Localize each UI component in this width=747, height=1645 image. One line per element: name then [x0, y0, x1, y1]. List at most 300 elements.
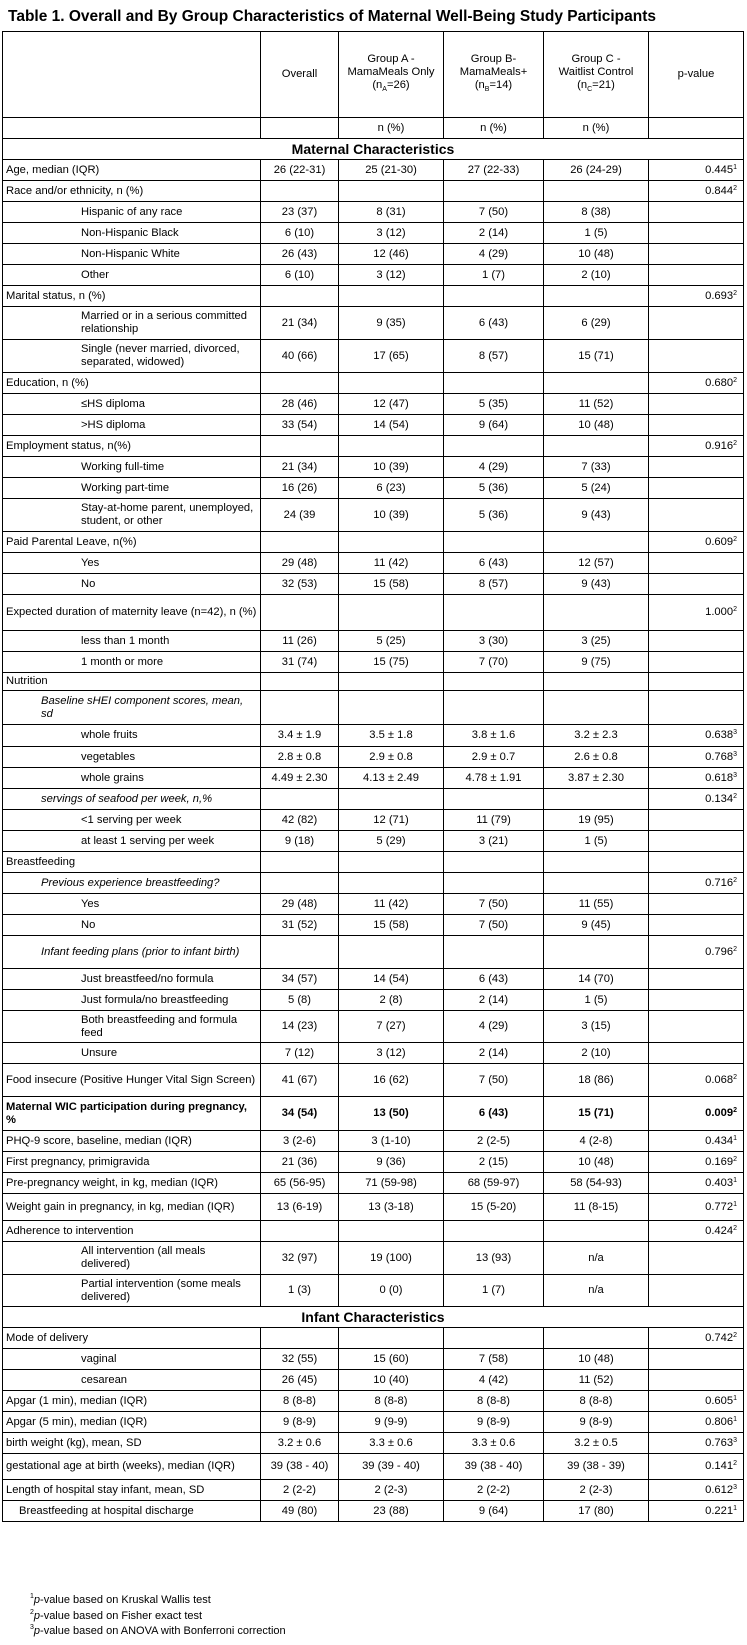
cell-group-c: 11 (52) — [544, 1370, 649, 1391]
table-row — [3, 1242, 744, 1275]
cell-group-c: 26 (24-29) — [544, 160, 649, 181]
cell-overall — [261, 181, 339, 202]
cell-group-a: 16 (62) — [339, 1064, 444, 1097]
cell-group-b: 2 (2-2) — [444, 1480, 544, 1501]
pvalue-text: 0.693 — [705, 289, 734, 302]
pvalue-text: 0.763 — [705, 1436, 734, 1449]
cell-group-c: 5 (24) — [544, 478, 649, 499]
cell-group-a: 10 (39) — [339, 499, 444, 532]
header-group-a-line2: MamaMeals Only — [347, 65, 435, 78]
cell-group-a: 0 (0) — [339, 1275, 444, 1307]
header-group-a-count: =26) — [386, 78, 410, 91]
cell-pvalue — [649, 1349, 744, 1370]
cell-group-b: 7 (50) — [444, 894, 544, 915]
cell-overall: 21 (34) — [261, 457, 339, 478]
cell-group-b — [444, 691, 544, 725]
row-label: Expected duration of maternity leave (n=42), n (%) — [3, 595, 261, 631]
cell-group-c: 18 (86) — [544, 1064, 649, 1097]
cell-pvalue — [649, 1391, 744, 1412]
cell-group-b: 15 (5-20) — [444, 1194, 544, 1221]
cell-group-c: 12 (57) — [544, 553, 649, 574]
pvalue-footnote-marker: 2 — [733, 535, 737, 543]
cell-pvalue — [649, 478, 744, 499]
pvalue-text: 0.424 — [705, 1224, 734, 1237]
cell-group-c: 3.2 ± 0.5 — [544, 1433, 649, 1454]
row-label: PHQ-9 score, baseline, median (IQR) — [3, 1131, 261, 1152]
cell-pvalue — [649, 1064, 744, 1097]
cell-pvalue — [649, 831, 744, 852]
row-label: Just breastfeed/no formula — [3, 969, 261, 990]
cell-overall — [261, 595, 339, 631]
pvalue-footnote-marker: 2 — [733, 439, 737, 447]
pvalue-text: 0.609 — [705, 535, 734, 548]
cell-group-c: 3.87 ± 2.30 — [544, 768, 649, 789]
row-label: Working full-time — [3, 457, 261, 478]
row-label: First pregnancy, primigravida — [3, 1152, 261, 1173]
cell-pvalue — [649, 990, 744, 1011]
cell-pvalue — [649, 244, 744, 265]
table-row — [3, 223, 744, 244]
cell-pvalue — [649, 852, 744, 873]
table-row — [3, 1097, 744, 1131]
cell-group-a: 14 (54) — [339, 415, 444, 436]
table-row — [3, 915, 744, 936]
row-label: birth weight (kg), mean, SD — [3, 1433, 261, 1454]
cell-group-a — [339, 852, 444, 873]
header-group-c-line3 — [547, 79, 645, 96]
cell-group-c — [544, 852, 649, 873]
pvalue-text: 0.605 — [705, 1394, 734, 1407]
cell-group-c — [544, 1328, 649, 1349]
table-row — [3, 631, 744, 652]
cell-group-c: 1 (5) — [544, 990, 649, 1011]
cell-group-c: 1 (5) — [544, 831, 649, 852]
cell-overall: 31 (74) — [261, 652, 339, 673]
cell-overall: 9 (8-9) — [261, 1412, 339, 1433]
cell-group-a: 7 (27) — [339, 1011, 444, 1043]
footnote-line — [30, 1609, 286, 1625]
pvalue-text: 0.134 — [705, 792, 734, 805]
cell-group-c — [544, 673, 649, 691]
row-label: Apgar (5 min), median (IQR) — [3, 1412, 261, 1433]
cell-overall: 7 (12) — [261, 1043, 339, 1064]
row-label: Both breastfeeding and formula feed — [3, 1011, 261, 1043]
cell-overall — [261, 1328, 339, 1349]
cell-group-b — [444, 595, 544, 631]
pvalue-text: 0.009 — [705, 1107, 734, 1119]
pvalue-text: 0.916 — [705, 439, 734, 452]
cell-overall: 42 (82) — [261, 810, 339, 831]
cell-group-a: 10 (40) — [339, 1370, 444, 1391]
cell-overall — [261, 373, 339, 394]
section-header-row — [3, 139, 744, 160]
cell-group-b — [444, 181, 544, 202]
pvalue-text: 0.068 — [705, 1073, 734, 1086]
row-label: Partial intervention (some meals delivered) — [3, 1275, 261, 1307]
cell-group-c — [544, 286, 649, 307]
cell-pvalue — [649, 1328, 744, 1349]
table-row — [3, 307, 744, 340]
cell-group-a: 15 (60) — [339, 1349, 444, 1370]
cell-group-b: 8 (8-8) — [444, 1391, 544, 1412]
cell-group-b: 5 (35) — [444, 394, 544, 415]
table-row — [3, 478, 744, 499]
cell-group-c: 2 (10) — [544, 1043, 649, 1064]
header-group-b-line3 — [447, 79, 540, 96]
row-label: Other — [3, 265, 261, 286]
cell-group-a: 3 (1-10) — [339, 1131, 444, 1152]
row-label: 1 month or more — [3, 652, 261, 673]
pvalue-text: 0.221 — [705, 1504, 734, 1517]
units-blank — [3, 118, 261, 139]
cell-group-b: 9 (64) — [444, 1501, 544, 1522]
row-label: at least 1 serving per week — [3, 831, 261, 852]
table-row — [3, 969, 744, 990]
cell-group-a: 15 (75) — [339, 652, 444, 673]
cell-overall — [261, 1221, 339, 1242]
table-row — [3, 244, 744, 265]
table-row — [3, 1370, 744, 1391]
cell-group-a — [339, 181, 444, 202]
cell-overall: 23 (37) — [261, 202, 339, 223]
cell-group-c: 15 (71) — [544, 340, 649, 373]
cell-overall: 24 (39 — [261, 499, 339, 532]
units-group-a: n (%) — [339, 118, 444, 139]
cell-group-c — [544, 936, 649, 969]
pvalue-text: 0.169 — [705, 1155, 734, 1168]
table-row — [3, 1480, 744, 1501]
row-label: Unsure — [3, 1043, 261, 1064]
pvalue-text: 0.742 — [705, 1331, 734, 1344]
table-row — [3, 436, 744, 457]
pvalue-footnote-marker: 2 — [733, 184, 737, 192]
cell-group-c — [544, 789, 649, 810]
header-group-c-n: (n — [577, 78, 588, 91]
cell-overall: 21 (34) — [261, 307, 339, 340]
row-label: whole grains — [3, 768, 261, 789]
cell-overall: 13 (6-19) — [261, 1194, 339, 1221]
pvalue-text: 0.612 — [705, 1483, 734, 1496]
cell-group-c: 9 (43) — [544, 499, 649, 532]
cell-group-a: 2 (2-3) — [339, 1480, 444, 1501]
cell-group-a: 19 (100) — [339, 1242, 444, 1275]
cell-group-a: 9 (9-9) — [339, 1412, 444, 1433]
cell-group-c: 6 (29) — [544, 307, 649, 340]
footnote-text: p-value based on Kruskal Wallis test — [33, 1594, 211, 1606]
cell-overall — [261, 532, 339, 553]
table-row — [3, 340, 744, 373]
footnote-marker: 1 — [30, 1593, 34, 1600]
row-label: Non-Hispanic Black — [3, 223, 261, 244]
cell-group-b: 6 (43) — [444, 1097, 544, 1131]
cell-pvalue — [649, 286, 744, 307]
cell-overall: 3.2 ± 0.6 — [261, 1433, 339, 1454]
cell-pvalue — [649, 1501, 744, 1522]
table-row — [3, 1173, 744, 1194]
cell-group-c — [544, 373, 649, 394]
table-row — [3, 1349, 744, 1370]
cell-group-c: 15 (71) — [544, 1097, 649, 1131]
row-label: Maternal WIC participation during pregnancy, % — [3, 1097, 261, 1131]
cell-pvalue — [649, 747, 744, 768]
header-overall: Overall — [261, 32, 339, 118]
header-group-b-n: (n — [474, 78, 485, 91]
cell-group-c: 14 (70) — [544, 969, 649, 990]
cell-group-b: 13 (93) — [444, 1242, 544, 1275]
cell-group-a: 9 (36) — [339, 1152, 444, 1173]
cell-group-b: 1 (7) — [444, 1275, 544, 1307]
pvalue-footnote-marker: 1 — [733, 1176, 737, 1184]
cell-pvalue — [649, 969, 744, 990]
cell-overall: 3.4 ± 1.9 — [261, 725, 339, 747]
cell-pvalue — [649, 1221, 744, 1242]
pvalue-text: 0.768 — [705, 750, 734, 763]
cell-group-b: 7 (70) — [444, 652, 544, 673]
cell-group-a: 3.5 ± 1.8 — [339, 725, 444, 747]
cell-group-a — [339, 873, 444, 894]
header-group-b-sub: B — [484, 86, 490, 94]
cell-group-c — [544, 532, 649, 553]
table-row — [3, 595, 744, 631]
cell-group-a — [339, 936, 444, 969]
pvalue-footnote-marker: 2 — [733, 376, 737, 384]
table-title: Table 1. Overall and By Group Characteristics of Maternal Well-Being Study Participants — [8, 8, 657, 25]
cell-pvalue — [649, 499, 744, 532]
table-row — [3, 1391, 744, 1412]
row-label: Yes — [3, 553, 261, 574]
table-row — [3, 652, 744, 673]
cell-group-b — [444, 373, 544, 394]
cell-overall: 21 (36) — [261, 1152, 339, 1173]
cell-group-a: 8 (8-8) — [339, 1391, 444, 1412]
row-label: less than 1 month — [3, 631, 261, 652]
cell-overall: 29 (48) — [261, 553, 339, 574]
cell-group-c — [544, 873, 649, 894]
cell-overall: 9 (18) — [261, 831, 339, 852]
table-row — [3, 1275, 744, 1307]
cell-group-c: 58 (54-93) — [544, 1173, 649, 1194]
cell-group-b: 27 (22-33) — [444, 160, 544, 181]
cell-group-a: 39 (39 - 40) — [339, 1454, 444, 1480]
pvalue-text: 0.806 — [705, 1415, 734, 1428]
table-row — [3, 936, 744, 969]
header-group-b-line2: MamaMeals+ — [459, 65, 528, 78]
pvalue-footnote-marker: 2 — [733, 1331, 737, 1339]
cell-pvalue — [649, 810, 744, 831]
footnotes — [30, 1593, 286, 1640]
cell-pvalue — [649, 1275, 744, 1307]
cell-overall: 26 (43) — [261, 244, 339, 265]
units-row — [3, 118, 744, 139]
row-label: vegetables — [3, 747, 261, 768]
table-row — [3, 725, 744, 747]
cell-overall: 2 (2-2) — [261, 1480, 339, 1501]
cell-group-c: 9 (43) — [544, 574, 649, 595]
cell-pvalue — [649, 1173, 744, 1194]
cell-overall: 31 (52) — [261, 915, 339, 936]
cell-group-a — [339, 673, 444, 691]
header-group-c-sub: C — [587, 86, 593, 94]
cell-overall: 49 (80) — [261, 1501, 339, 1522]
row-label: Pre-pregnancy weight, in kg, median (IQR) — [3, 1173, 261, 1194]
row-label: <1 serving per week — [3, 810, 261, 831]
row-label: gestational age at birth (weeks), median (IQR) — [3, 1454, 261, 1480]
cell-group-b: 5 (36) — [444, 499, 544, 532]
cell-group-b: 6 (43) — [444, 307, 544, 340]
cell-group-a: 12 (71) — [339, 810, 444, 831]
pvalue-footnote-marker: 3 — [733, 750, 737, 758]
cell-group-c — [544, 1221, 649, 1242]
cell-pvalue — [649, 265, 744, 286]
cell-group-a: 6 (23) — [339, 478, 444, 499]
cell-pvalue — [649, 436, 744, 457]
cell-group-c: 3.2 ± 2.3 — [544, 725, 649, 747]
table-row — [3, 894, 744, 915]
header-group-c-line2: Waitlist Control — [558, 65, 634, 78]
cell-group-b: 2 (14) — [444, 223, 544, 244]
pvalue-text: 0.141 — [705, 1460, 734, 1472]
cell-group-a: 25 (21-30) — [339, 160, 444, 181]
cell-pvalue — [649, 789, 744, 810]
table-row — [3, 574, 744, 595]
section-title: Infant Characteristics — [3, 1307, 744, 1328]
row-label: Apgar (1 min), median (IQR) — [3, 1391, 261, 1412]
table-row — [3, 373, 744, 394]
pvalue-footnote-marker: 2 — [733, 1460, 737, 1467]
cell-pvalue — [649, 160, 744, 181]
table-row — [3, 1501, 744, 1522]
cell-pvalue — [649, 373, 744, 394]
header-group-c-line1: Group C - — [571, 52, 621, 65]
pvalue-footnote-marker: 2 — [733, 792, 737, 800]
header-group-c — [544, 32, 649, 118]
cell-group-c: 8 (38) — [544, 202, 649, 223]
table-row — [3, 1194, 744, 1221]
cell-group-c: 9 (45) — [544, 915, 649, 936]
row-label: Race and/or ethnicity, n (%) — [3, 181, 261, 202]
cell-overall: 26 (22-31) — [261, 160, 339, 181]
header-group-b-count: =14) — [489, 78, 513, 91]
cell-pvalue — [649, 307, 744, 340]
cell-group-a: 71 (59-98) — [339, 1173, 444, 1194]
pvalue-footnote-marker: 2 — [733, 606, 737, 613]
cell-group-a: 2.9 ± 0.8 — [339, 747, 444, 768]
row-label: Length of hospital stay infant, mean, SD — [3, 1480, 261, 1501]
cell-group-b: 3.8 ± 1.6 — [444, 725, 544, 747]
cell-overall: 5 (8) — [261, 990, 339, 1011]
row-label: Non-Hispanic White — [3, 244, 261, 265]
row-label: Education, n (%) — [3, 373, 261, 394]
cell-group-a: 5 (25) — [339, 631, 444, 652]
cell-group-c — [544, 436, 649, 457]
cell-group-c: 1 (5) — [544, 223, 649, 244]
header-group-c-count: =21) — [592, 78, 615, 91]
header-group-a — [339, 32, 444, 118]
cell-group-c: 9 (8-9) — [544, 1412, 649, 1433]
footnote-text: p-value based on ANOVA with Bonferroni correction — [33, 1625, 286, 1637]
table-row — [3, 1221, 744, 1242]
characteristics-table — [2, 31, 744, 1522]
header-group-a-line1: Group A - — [367, 52, 415, 65]
cell-group-c: 10 (48) — [544, 415, 649, 436]
cell-overall: 33 (54) — [261, 415, 339, 436]
cell-group-b — [444, 436, 544, 457]
table-row — [3, 831, 744, 852]
cell-group-b: 8 (57) — [444, 574, 544, 595]
cell-group-a — [339, 595, 444, 631]
cell-group-b: 3 (30) — [444, 631, 544, 652]
cell-group-a: 3.3 ± 0.6 — [339, 1433, 444, 1454]
table-row — [3, 789, 744, 810]
cell-pvalue — [649, 1454, 744, 1480]
header-group-a-line3 — [342, 79, 440, 96]
row-label: Adherence to intervention — [3, 1221, 261, 1242]
table-row — [3, 499, 744, 532]
row-label: Single (never married, divorced, separated, widowed) — [3, 340, 261, 373]
footnote-line — [30, 1593, 286, 1609]
pvalue-footnote-marker: 2 — [733, 1155, 737, 1163]
row-label: All intervention (all meals delivered) — [3, 1242, 261, 1275]
cell-group-a: 15 (58) — [339, 574, 444, 595]
cell-group-b: 39 (38 - 40) — [444, 1454, 544, 1480]
cell-overall: 16 (26) — [261, 478, 339, 499]
cell-overall: 8 (8-8) — [261, 1391, 339, 1412]
cell-group-a: 3 (12) — [339, 223, 444, 244]
cell-group-a: 12 (47) — [339, 394, 444, 415]
table-row — [3, 990, 744, 1011]
cell-group-b — [444, 1221, 544, 1242]
cell-group-b: 2 (2-5) — [444, 1131, 544, 1152]
cell-pvalue — [649, 553, 744, 574]
cell-group-b — [444, 852, 544, 873]
cell-group-c: n/a — [544, 1275, 649, 1307]
table-row — [3, 181, 744, 202]
cell-overall: 26 (45) — [261, 1370, 339, 1391]
cell-group-b: 4 (42) — [444, 1370, 544, 1391]
table-row — [3, 1152, 744, 1173]
cell-pvalue — [649, 181, 744, 202]
table-row — [3, 394, 744, 415]
cell-overall: 3 (2-6) — [261, 1131, 339, 1152]
table-row — [3, 1433, 744, 1454]
cell-group-c: 2 (10) — [544, 265, 649, 286]
pvalue-footnote-marker: 2 — [733, 1107, 737, 1114]
cell-group-b — [444, 1328, 544, 1349]
cell-pvalue — [649, 1194, 744, 1221]
cell-group-a — [339, 532, 444, 553]
cell-pvalue — [649, 532, 744, 553]
table-row — [3, 1454, 744, 1480]
row-label: Married or in a serious committed relationship — [3, 307, 261, 340]
section-header-row — [3, 1307, 744, 1328]
pvalue-footnote-marker: 3 — [733, 729, 737, 736]
cell-pvalue — [649, 1433, 744, 1454]
units-group-c: n (%) — [544, 118, 649, 139]
row-label: Yes — [3, 894, 261, 915]
cell-pvalue — [649, 1480, 744, 1501]
cell-group-b: 6 (43) — [444, 969, 544, 990]
cell-group-a: 13 (3-18) — [339, 1194, 444, 1221]
cell-group-a: 8 (31) — [339, 202, 444, 223]
cell-overall — [261, 852, 339, 873]
cell-pvalue — [649, 691, 744, 725]
cell-group-b — [444, 532, 544, 553]
row-label: Previous experience breastfeeding? — [3, 873, 261, 894]
cell-group-c: 39 (38 - 39) — [544, 1454, 649, 1480]
cell-group-a: 14 (54) — [339, 969, 444, 990]
units-group-b: n (%) — [444, 118, 544, 139]
row-label: Weight gain in pregnancy, in kg, median (IQR) — [3, 1194, 261, 1221]
